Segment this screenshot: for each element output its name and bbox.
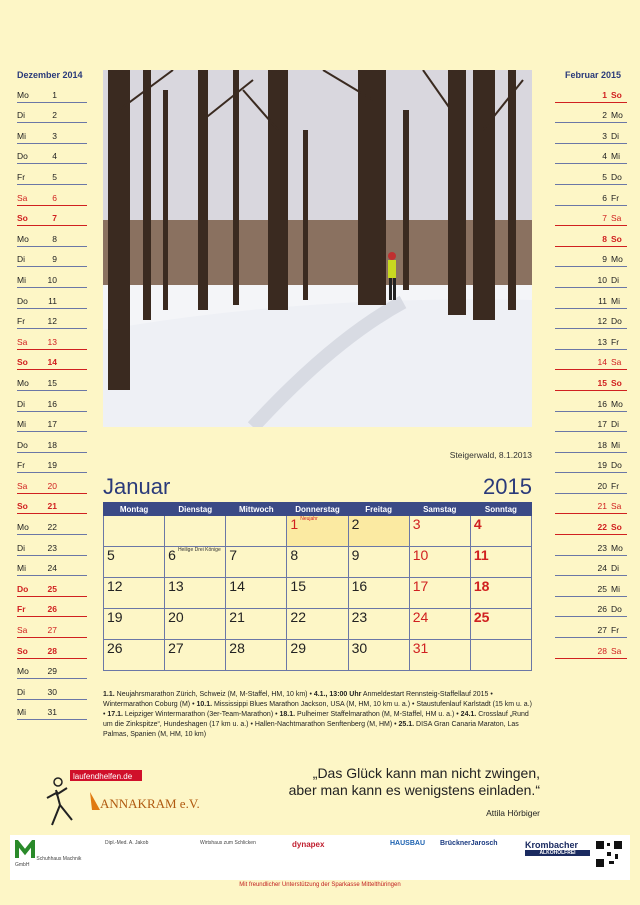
weekday-label: So [17,213,28,224]
calendar-day-cell [226,609,287,640]
calendar-day-cell [409,578,470,609]
event-text: Mississippi Blues Marathon Jackson, USA (M, HM, 10 km u. a.) • Staustufenlauf Karlstadt (15 km u. a.) • [103,701,532,718]
weekday-label: Di [17,686,26,697]
calendar-day-number: 29 [290,640,306,656]
day-number: 13 [597,336,607,347]
day-number: 9 [602,254,607,265]
event-text: DISA Gran Canaria Maraton, Las Palmas, Spanien (M, HM, 10 km) [103,721,519,738]
left_month-day-row [17,329,87,350]
calendar-day-number: 28 [229,640,245,656]
calendar-day-cell [165,609,226,640]
day-number: 6 [602,192,607,203]
weekday-label: Sa [611,645,622,656]
calendar-day-cell [226,578,287,609]
right_month-day-row [555,206,627,227]
weekday-label: Mo [611,542,623,553]
weekday-label: Mi [17,563,26,574]
right_month-day-row [555,597,627,618]
day-number: 1 [602,89,607,100]
right_month-day-row [555,144,627,165]
sponsor-wirtshaus: Wirtshaus zum Schlicken [200,840,256,846]
weekday-label: So [611,522,622,533]
calendar-day-cell [104,516,165,547]
calendar-day-cell [287,578,348,609]
weekday-label: Fr [611,480,620,491]
weekday-label: So [17,645,28,656]
calendar-grid [103,502,532,671]
day-number: 31 [47,707,57,718]
day-number: 9 [52,254,57,265]
left_month-day-row [17,556,87,577]
day-number: 27 [47,625,57,636]
day-number: 25 [597,583,607,594]
day-number: 23 [47,542,57,553]
day-number: 21 [47,501,57,512]
weekday-label: Di [611,563,620,574]
event-text: Neujahrsmarathon Zürich, Schweiz (M, M-Staffel, HM, 10 km) • [114,691,314,698]
calendar-day-cell [287,640,348,671]
day-number: 20 [47,480,57,491]
left_month-day-row [17,597,87,618]
left_month-day-row [17,494,87,515]
day-number: 17 [47,419,57,430]
calendar-day-cell [470,609,531,640]
day-number: 2 [602,110,607,121]
right_month-day-row [555,247,627,268]
quote-line2: aber man kann es wenigstens einladen.“ [288,782,540,798]
calendar-day-cell [226,640,287,671]
weekday-label: Di [611,130,620,141]
weekday-label: Sa [17,625,28,636]
right_month-day-row [555,556,627,577]
day-number: 17 [597,419,607,430]
day-number: 22 [47,522,57,533]
weekday-label: Fr [17,460,26,471]
left_month-day-row [17,700,87,721]
sponsor-machnik: Schuhhaus Machnik GmbH [15,840,85,875]
calendar-day-number: 16 [351,578,368,594]
right_month-day-row [555,473,627,494]
weekday-label: Do [611,460,622,471]
calendar-day-number: 15 [290,578,306,594]
calendar-day-number: 24 [412,609,429,625]
december-title: Dezember 2014 [17,70,83,80]
weekday-label: Di [611,419,620,430]
right_month-day-row [555,185,627,206]
weekday-header: Montag [104,503,165,516]
weekday-label: Do [17,151,28,162]
left_month-day-row [17,535,87,556]
right_month-day-row [555,432,627,453]
weekday-label: Mo [17,89,29,100]
right_month-day-row [555,391,627,412]
day-number: 8 [602,233,607,244]
event-text: Anmeldestart Rennsteig-Staffellauf 2015 • Wintermarathon Coburg (M) • [103,691,493,708]
day-number: 12 [597,316,607,327]
day-number: 28 [47,645,57,656]
day-number: 4 [52,151,57,162]
calendar-week [104,547,532,578]
calendar-day-number: 27 [168,640,184,656]
calendar-day-number: 7 [229,547,238,563]
event-text: Pulheimer Staffelmarathon (M, M-Staffel, HM u. a.) • [295,711,461,718]
calendar-day-cell [104,547,165,578]
weekday-label: Mo [17,522,29,533]
calendar-day-cell [409,640,470,671]
day-number: 15 [597,377,607,388]
left_month-day-row [17,350,87,371]
calendar-day-number: 10 [412,547,429,563]
weekday-header: Mittwoch [226,503,287,516]
weekday-label: Di [17,110,26,121]
right_month-day-row [555,226,627,247]
day-number: 3 [52,130,57,141]
footer-note: Mit freundlicher Unterstützung der Sparkasse Mittelthüringen [239,882,401,888]
left_month-day-row [17,412,87,433]
left_month-day-row [17,514,87,535]
sponsor-jakob: Dipl.-Med. A. Jakob [105,840,149,846]
right_month-day-row [555,494,627,515]
weekday-label: Mi [17,130,26,141]
weekday-label: Mi [611,583,620,594]
left_month-day-row [17,659,87,680]
calendar-day-cell [409,516,470,547]
calendar-day-number: 23 [351,609,368,625]
calendar-day-cell [470,516,531,547]
right_month-day-row [555,535,627,556]
day-number: 4 [602,151,607,162]
left_month-day-row [17,576,87,597]
forest-photo [103,70,532,427]
day-number: 7 [52,213,57,224]
calendar-day-number: 6 [168,547,176,563]
quote [250,765,540,799]
day-number: 22 [597,522,607,533]
calendar-day-number: 21 [229,609,245,625]
calendar-day-number: 3 [412,516,421,532]
weekday-label: Mi [611,439,620,450]
weekday-label: Mi [17,419,26,430]
february-title: Februar 2015 [565,70,622,80]
right_month-day-row [555,453,627,474]
events-list [103,690,532,740]
day-number: 20 [597,480,607,491]
left_month-day-row [17,391,87,412]
laufendhelfen-text: laufendhelfen.de [73,772,133,781]
quote-author: Attila Hörbiger [486,808,540,818]
left_month-day-row [17,82,87,103]
sponsor-bruecknerjarosch: BrücknerJarosch [440,840,498,847]
weekday-label: Do [17,439,28,450]
left_month-day-row [17,103,87,124]
day-number: 24 [597,563,607,574]
day-number: 30 [47,686,57,697]
calendar-day-number: 13 [168,578,184,594]
day-number: 16 [47,398,57,409]
calendar-week [104,609,532,640]
left_month-day-row [17,638,87,659]
weekday-label: So [17,501,28,512]
left_month-day-row [17,473,87,494]
day-number: 8 [52,233,57,244]
weekday-label: So [17,357,28,368]
calendar-day-number: 1 [290,516,299,532]
day-number: 11 [598,295,607,306]
weekday-label: Sa [611,501,622,512]
calendar-day-cell [348,609,409,640]
calendar-day-number: 18 [473,578,490,594]
weekday-label: Sa [611,357,622,368]
left_month-day-row [17,679,87,700]
month-name: Januar [103,474,171,499]
laufendhelfen-logo [42,770,202,830]
calendar-day-cell [470,547,531,578]
left_month-day-row [17,267,87,288]
photo-caption: Steigerwald, 8.1.2013 [449,450,532,460]
right_month-day-row [555,164,627,185]
day-number: 10 [597,274,607,285]
event-text: Crosslauf „Rund um die Zinkspitze“, Hundeshagen (17 km u. a.) • Hallen-Nachtmarathon Senftenberg (M, HM) • [103,711,529,728]
day-number: 10 [47,274,57,285]
calendar-day-number: 20 [168,609,184,625]
calendar-day-cell [165,547,226,578]
calendar-day-cell [287,516,348,547]
weekday-label: So [611,89,622,100]
right_month-day-row [555,123,627,144]
sponsor-hausbau: HAUSBAU [390,840,425,847]
holiday-label: Heilige Drei Könige [177,547,221,553]
annakram-text: ANNAKRAM e.V. [100,796,200,811]
left_month-day-row [17,453,87,474]
day-number: 12 [47,316,57,327]
weekday-label: Do [611,604,622,615]
weekday-label: Mo [611,398,623,409]
weekday-label: Mi [611,295,620,306]
year: 2015 [483,474,532,499]
sponsor-bar [10,835,630,880]
left_month-day-row [17,309,87,330]
day-number: 2 [52,110,57,121]
weekday-label: So [611,377,622,388]
left_month-day-row [17,432,87,453]
weekday-label: Di [611,274,620,285]
calendar-day-cell [409,547,470,578]
calendar-day-number: 25 [473,609,490,625]
day-number: 7 [602,213,607,224]
calendar-day-number: 30 [351,640,368,656]
event-date: 17.1. [107,711,123,718]
sponsor-dynapex: dynapex [292,840,325,849]
weekday-label: Do [611,316,622,327]
left_month-day-row [17,185,87,206]
day-number: 3 [602,130,607,141]
weekday-label: Sa [17,192,28,203]
calendar-day-cell [104,609,165,640]
right_month-day-row [555,576,627,597]
event-date: 10.1. [196,701,213,708]
calendar-day-cell [165,578,226,609]
right_month-day-row [555,288,627,309]
weekday-label: Di [17,398,26,409]
calendar-day-cell [348,547,409,578]
calendar-day-cell [104,640,165,671]
weekday-label: Do [611,171,622,182]
event-date: 25.1. [398,721,415,728]
weekday-label: Fr [17,604,26,615]
left_month-day-row [17,617,87,638]
event-date: 18.1. [279,711,296,718]
right_month-day-row [555,350,627,371]
right_month-day-row [555,412,627,433]
left_month-day-row [17,288,87,309]
calendar-day-cell [104,578,165,609]
day-number: 26 [597,604,607,615]
left_month-day-row [17,226,87,247]
calendar-day-cell [287,547,348,578]
left_month-day-row [17,123,87,144]
day-number: 18 [597,439,607,450]
day-number: 19 [47,460,57,471]
weekday-header: Dienstag [165,503,226,516]
february-column [555,70,627,659]
calendar-day-number: 9 [351,547,360,563]
calendar-day-cell [470,578,531,609]
weekday-label: Di [17,254,26,265]
day-number: 14 [597,357,607,368]
calendar-day-number: 2 [351,516,360,532]
right_month-day-row [555,617,627,638]
calendar-day-number: 12 [107,578,123,594]
weekday-label: Fr [611,625,620,636]
day-number: 18 [47,439,57,450]
calendar-day-number: 4 [473,516,482,532]
weekday-label: Mo [17,377,29,388]
weekday-label: Mo [611,110,623,121]
event-text: Leipziger Wintermarathon (3er-Team-Marathon) • [122,711,280,718]
right_month-day-row [555,370,627,391]
weekday-header: Donnerstag [287,503,348,516]
day-number: 13 [47,336,57,347]
calendar-day-cell [348,516,409,547]
day-number: 25 [47,583,57,594]
weekday-header: Sonntag [470,503,531,516]
weekday-label: Mi [17,274,26,285]
weekday-label: Sa [611,213,622,224]
calendar-day-number: 17 [412,578,429,594]
sponsor-krombacher: Krombacher ALKOHOLFREI [525,840,590,875]
calendar-day-number: 31 [412,640,429,656]
day-number: 1 [52,89,57,100]
weekday-label: Do [17,295,28,306]
weekday-label: Sa [17,336,28,347]
weekday-label: Mo [17,233,29,244]
day-number: 16 [597,398,607,409]
day-number: 21 [597,501,607,512]
calendar-day-cell [470,640,531,671]
day-number: 26 [47,604,57,615]
calendar-day-cell [348,578,409,609]
left_month-day-row [17,164,87,185]
weekday-label: Fr [17,171,26,182]
day-number: 11 [48,295,57,306]
weekday-label: Fr [17,316,26,327]
calendar-day-number: 5 [107,547,115,563]
calendar-day-cell [348,640,409,671]
calendar-day-number: 19 [107,609,123,625]
calendar-day-number: 11 [473,547,489,563]
day-number: 27 [597,625,607,636]
right_month-day-row [555,638,627,659]
calendar-day-number: 26 [107,640,123,656]
weekday-label: Mo [17,666,29,677]
right_month-day-row [555,82,627,103]
day-number: 6 [52,192,57,203]
weekday-label: Mi [17,707,26,718]
right_month-day-row [555,514,627,535]
calendar-day-cell [165,516,226,547]
calendar-day-number: 22 [290,609,306,625]
day-number: 23 [597,542,607,553]
holiday-label: Neujahr [300,516,318,522]
day-number: 24 [47,563,57,574]
weekday-label: So [611,233,622,244]
december-column [17,70,87,720]
weekday-label: Di [17,542,26,553]
event-date: 1.1. [103,691,115,698]
calendar-day-number: 8 [290,547,299,563]
qr-code-icon [595,840,625,875]
left_month-day-row [17,370,87,391]
right_month-day-row [555,329,627,350]
left_month-day-row [17,206,87,227]
day-number: 28 [597,645,607,656]
right_month-day-row [555,103,627,124]
calendar-week [104,578,532,609]
calendar-day-cell [226,547,287,578]
quote-line1: „Das Glück kann man nicht zwingen, [312,765,540,781]
calendar-day-number: 14 [229,578,245,594]
weekday-header: Freitag [348,503,409,516]
weekday-label: Mo [611,254,623,265]
day-number: 15 [47,377,57,388]
day-number: 5 [52,171,57,182]
calendar-week [104,640,532,671]
event-date: 4.1., 13:00 Uhr [313,691,362,698]
day-number: 29 [47,666,57,677]
weekday-label: Mi [611,151,620,162]
weekday-label: Do [17,583,29,594]
event-date: 24.1. [460,711,477,718]
calendar-day-cell [409,609,470,640]
left_month-day-row [17,144,87,165]
calendar-day-cell [226,516,287,547]
weekday-label: Fr [611,336,620,347]
right_month-day-row [555,267,627,288]
day-number: 5 [602,171,607,182]
weekday-label: Sa [17,480,28,491]
left_month-day-row [17,247,87,268]
calendar-week [104,516,532,547]
day-number: 14 [47,357,57,368]
weekday-label: Fr [611,192,620,203]
weekday-header: Samstag [409,503,470,516]
day-number: 19 [597,460,607,471]
calendar-day-cell [165,640,226,671]
calendar-day-cell [287,609,348,640]
right_month-day-row [555,309,627,330]
